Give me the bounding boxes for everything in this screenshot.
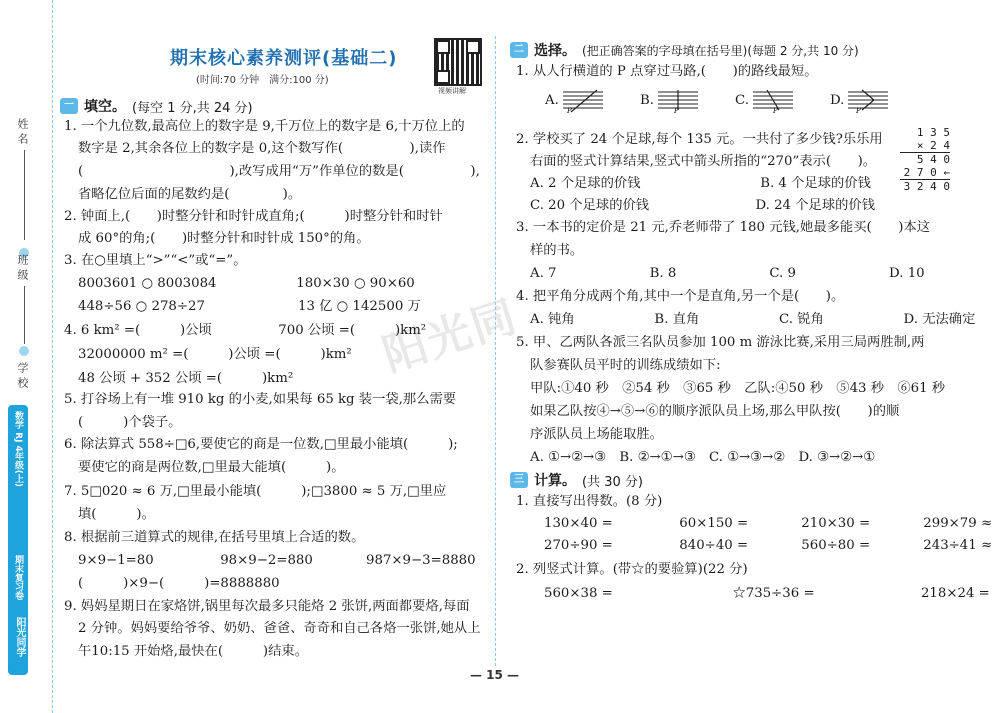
name-line — [24, 150, 25, 240]
section-note: (每空 1 分,共 24 分) — [132, 100, 253, 116]
question-line: 午10:15 开始烙,最快在( )结束。 — [78, 644, 309, 659]
option-b-figure — [640, 88, 700, 114]
question-line: 如果乙队按④→⑤→⑥的顺序派队员上场,那么甲队按( )的顺 — [530, 404, 900, 419]
section-title: 选择。 — [534, 43, 576, 59]
question-line: ( )个袋子。 — [78, 415, 182, 430]
name-label: 姓名 — [16, 118, 29, 148]
binding-strip — [0, 0, 53, 713]
qr-finder — [436, 70, 450, 84]
vertical-row: 3 2 4 0 — [900, 179, 950, 193]
section-number: 一 — [60, 98, 78, 114]
question-line: A. ①→②→③ B. ②→①→③ C. ①→③→② D. ③→②→① — [530, 450, 876, 465]
section-calc-header — [510, 470, 643, 490]
question-line: 填( )。 — [78, 507, 155, 522]
crosswalk-a-icon — [563, 88, 623, 114]
svg-text:P: P — [674, 107, 679, 114]
vertical-row: 5 4 0 — [900, 152, 950, 166]
crosswalk-c-icon — [753, 88, 813, 114]
question-line: 5. 打谷场上有一堆 910 kg 的小麦,如果每 65 kg 装一袋,那么需要 — [64, 392, 457, 407]
page-title: 期末核心素养测评(基础二) — [170, 48, 398, 69]
question-line: 成 60°的角;( )时整分针和时针成 150°的角。 — [78, 231, 370, 246]
option-label: A. — [545, 93, 559, 108]
brand-logo: 阳光同学 — [14, 617, 25, 657]
brand-sub: 期末复习卷 — [13, 555, 23, 600]
question-line: 8. 根据前三道算式的规律,在括号里填上合适的数。 — [64, 530, 365, 545]
question-line: 1. 从人行横道的 P 点穿过马路,( )的路线最短。 — [516, 64, 818, 79]
question-line: A. 7 B. 8 C. 9 D. 10 — [530, 266, 925, 281]
question-line: C. 20 个足球的价钱 D. 24 个足球的价钱 — [530, 198, 876, 213]
question-line: 序派队员上场能取胜。 — [530, 427, 663, 442]
section-note: (共 30 分) — [582, 474, 643, 490]
qr-finder — [436, 40, 450, 54]
question-line: 2. 钟面上,( )时整分针和时针成直角;( )时整分针和时针 — [64, 209, 443, 224]
grade-label: 数学 RJ 4年级(上) — [13, 411, 23, 488]
question-line: 1. 一个九位数,最高位上的数字是 9,千万位上的数字是 6,十万位上的 — [64, 119, 465, 134]
question-line: 448÷56 ○ 278÷27 13 亿 ○ 142500 万 — [78, 299, 421, 314]
option-a-figure — [545, 88, 605, 114]
section-title: 计算。 — [534, 473, 576, 489]
question-line: 要使它的商是两位数,□里最大能填( )。 — [78, 460, 345, 475]
question-line: 7. 5□020 ≈ 6 万,□里最小能填( );□3800 ≈ 5 万,□里应 — [64, 484, 447, 499]
question-line: 1. 直接写出得数。(8 分) — [516, 494, 663, 509]
question-line: 270÷90 = 840÷40 = 560÷80 = 243÷41 ≈ — [544, 538, 993, 553]
column-divider — [495, 36, 496, 666]
question-line: 2. 列竖式计算。(带☆的要验算)(22 分) — [516, 562, 748, 577]
option-c-figure — [735, 88, 795, 114]
brand-bar — [8, 405, 28, 675]
section-note: (把正确答案的字母填在括号里)(每题 2 分,共 10 分) — [582, 43, 859, 58]
qr-code[interactable] — [434, 38, 482, 86]
question-line: 3. 在○里填上“>”“<”或“=”。 — [64, 253, 247, 268]
question-line: 省略亿位后面的尾数约是( )。 — [78, 187, 302, 202]
section-choice-header — [510, 40, 859, 60]
binding-dot — [19, 346, 29, 356]
qr-label: 视频讲解 — [438, 87, 466, 95]
question-line: 130×40 = 60×150 = 210×30 = 299×79 ≈ — [544, 516, 993, 531]
section-title: 填空。 — [84, 99, 126, 115]
crosswalk-figures — [545, 88, 935, 114]
question-line: ( ),改写成用“万”作单位的数是( ), — [78, 164, 480, 179]
option-label: B. — [640, 93, 654, 108]
section-fill-blank-header — [60, 96, 253, 116]
crosswalk-d-icon — [848, 88, 908, 114]
option-label: D. — [830, 93, 845, 108]
question-line: A. 2 个足球的价钱 B. 4 个足球的价钱 — [530, 176, 871, 191]
vertical-multiplication — [900, 126, 950, 193]
page-number: — 15 — — [470, 668, 520, 682]
option-d-figure — [830, 88, 890, 114]
class-line — [24, 286, 25, 344]
question-line: 右面的竖式计算结果,竖式中箭头所指的“270”表示( )。 — [530, 154, 877, 169]
question-line: 队参赛队员平时的训练成绩如下: — [530, 358, 721, 373]
qr-finder — [466, 40, 480, 54]
question-line: 4. 6 km² =( )公顷 700 公顷 =( )km² — [64, 323, 427, 338]
crosswalk-b-icon — [658, 88, 718, 114]
question-line: 样的书。 — [530, 243, 584, 258]
svg-text:P: P — [856, 107, 861, 114]
question-line: 5. 甲、乙两队各派三名队员参加 100 m 游泳比赛,采用三局两胜制,两 — [516, 335, 925, 350]
section-number: 三 — [510, 472, 528, 488]
question-line: 3. 一本书的定价是 21 元,乔老师带了 180 元钱,她最多能买( )本这 — [516, 220, 931, 235]
question-line: 8003601 ○ 8003084 180×30 ○ 90×60 — [78, 276, 415, 291]
question-line: 560×38 = ☆735÷36 = 218×24 = — [544, 586, 990, 601]
option-label: C. — [735, 93, 749, 108]
question-line: 9. 妈妈星期日在家烙饼,锅里每次最多只能烙 2 张饼,两面都要烙,每面 — [64, 599, 470, 614]
question-line: ( )×9−( )=8888880 — [78, 576, 280, 591]
class-label: 班级 — [16, 254, 29, 284]
question-line: 9×9−1=80 98×9−2=880 987×9−3=8880 — [78, 553, 476, 568]
vertical-row: 2 7 0 ← — [903, 166, 950, 179]
question-line: 32000000 m² =( )公顷 =( )km² — [78, 347, 352, 362]
svg-text:P: P — [567, 107, 572, 114]
question-line: 4. 把平角分成两个角,其中一个是直角,另一个是( )。 — [516, 289, 845, 304]
question-line: A. 钝角 B. 直角 C. 锐角 D. 无法确定 — [530, 312, 976, 327]
question-line: 48 公顷 + 352 公顷 =( )km² — [78, 371, 294, 386]
question-line: 甲队:①40 秒 ②54 秒 ③65 秒 乙队:④50 秒 ⑤43 秒 ⑥61 秒 — [530, 381, 946, 396]
page-subtitle: (时间:70 分钟 满分:100 分) — [196, 75, 329, 86]
question-line: 2 分钟。妈妈要给爷爷、奶奶、爸爸、奇奇和自己各烙一张饼,她从上 — [78, 621, 481, 636]
question-line: 数字是 2,其余各位上的数字是 0,这个数写作( ),读作 — [78, 141, 446, 156]
question-line: 6. 除法算式 558÷□6,要使它的商是一位数,□里最小能填( ); — [64, 437, 458, 452]
watermark: 阳光同 — [376, 290, 524, 382]
vertical-row: 1 3 5 — [916, 126, 950, 139]
vertical-row: × 2 4 — [916, 139, 950, 152]
school-label: 学校 — [16, 362, 29, 392]
question-line: 2. 学校买了 24 个足球,每个 135 元。一共付了多少钱?乐乐用 — [516, 132, 883, 147]
section-number: 二 — [510, 42, 528, 58]
svg-text:P: P — [773, 107, 778, 114]
